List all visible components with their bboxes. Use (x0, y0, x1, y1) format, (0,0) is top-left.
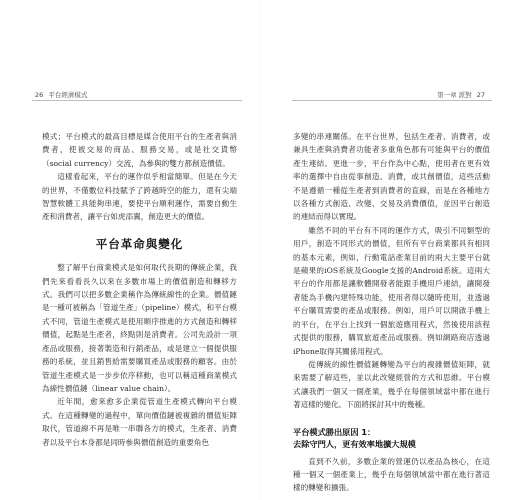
body-paragraph: 直到不久前，多數企業的營運仍以產品為核心，在這種一個又一個產業上，幾乎在每個領域當中都在進行著這樣的轉變和擴張。 (293, 456, 490, 493)
chapter-title: 第一章 派對 (437, 91, 472, 99)
subsection-heading (293, 426, 490, 451)
subsection-heading-line2: 去除守門人，更有效率地擴大規模 (293, 439, 416, 450)
header-rule-left (32, 100, 242, 101)
body-paragraph: 雖然不同的平台有不同的運作方式，吸引不同類型的用戶，創造不同形式的價值，但所有平台商業都具有相同的基本元素，例如，行動電話產業目前的兩大主要平台就是蘋果的iOS系統及Google支援的Android系統。這兩大平台的作用都是讓軟體開發者能跟手機用戶連結，讓開發者能為手機內建特殊功能，使用者得以隨時使用，並透過平台購買需要的產品或服務。例如，用戶可以開啟手機上的平台，在平台上找到一個旅遊應用程式，然後使用該程式提供的服務，購買旅遊產品或服務。例如網路商店透過iPhone取得其關係用程式。 (293, 225, 490, 356)
body-paragraph: 模式；平台模式的最高目標是媒合使用平台的生產者與消費者，使被交易的商品、服務交易，或是社交貨幣（social currency）交流，為參與的雙方都創造價值。 (42, 132, 237, 168)
body-paragraph: 從傳統的線性價值鏈轉變為平台的複雜價值矩陣，就來需要了解這些，並以此改變經營的方式和思維。平台模式讓我們一個又一個產業，幾乎在每個領域當中都在進行著這樣的變化。下面將探討其中的幾種。 (293, 359, 490, 410)
page-number-right: 27 (476, 91, 485, 99)
section-heading: 平台革命與變化 (95, 236, 184, 251)
book-gutter (260, 0, 261, 500)
header-rule-right (292, 100, 492, 101)
body-paragraph: 近年間，愈來愈多企業從管道生產模式轉向平台模式。在這種轉變的過程中，單向價值鏈被複雜的價值矩陣取代，管道線不再是唯一串聯各方的模式，生產者、消費者以及平台本身都是同時參與價值創造的重要角色 (42, 397, 237, 447)
page-number-left: 26 (35, 91, 44, 99)
subsection-heading-line1: 平台模式勝出原因 1： (293, 426, 376, 437)
book-title: 平台經濟模式 (48, 91, 88, 99)
body-paragraph: 這樣看起來，平台的運作似乎相當簡單。但是在今天的世界，不僅數位科技賦予了跨越時空的能力，還有尖端智慧軟體工具能夠串連，要使平台順利運作，需要自動生產和消費者，讓平台如虎添翼，創造更大的價值。 (42, 172, 237, 222)
running-header-right (437, 90, 488, 99)
left-page-body (42, 130, 237, 449)
body-paragraph: 多變的串連關係。在平台世界，包括生產者、消費者，或兼具生產與消費者功能者多重角色都有可能與平台的價值產生連結。更進一步，平台作為中心點，使用者在更有效率的選擇中自由從事創造、消費，或共創價值，這些活動不是遵循一種從生產者到消費者的直線，而是在各種地方以各種方式創造、改變、交易及消費價值，並因平台創造的連結而得以實現。 (293, 132, 490, 222)
body-paragraph: 整了解平台商業模式是如何取代長期的傳統企業，我們先來看看長久以來在多數市場上的價值創造和轉移方式。我們可以把多數企業稱作為傳統線性的企業。價值鏈是一種可被稱為「管道生產」（pipeline）模式，和平台模式不同，管道生產模式是使用順序推進的方式創造和轉移價值，起點是生產者，終點則是消費者。公司先設計一項產品或服務，接著製造和行銷產品，或是建立一個提供服務的系統，並且銷售給需要購買產品或服務的顧客。由於管道生產模式是一步步依序移動，也可以稱這種商業模式為線性價值鏈（linear value chain）。 (42, 263, 237, 393)
right-page-body (293, 130, 490, 495)
running-header-left (32, 90, 87, 99)
